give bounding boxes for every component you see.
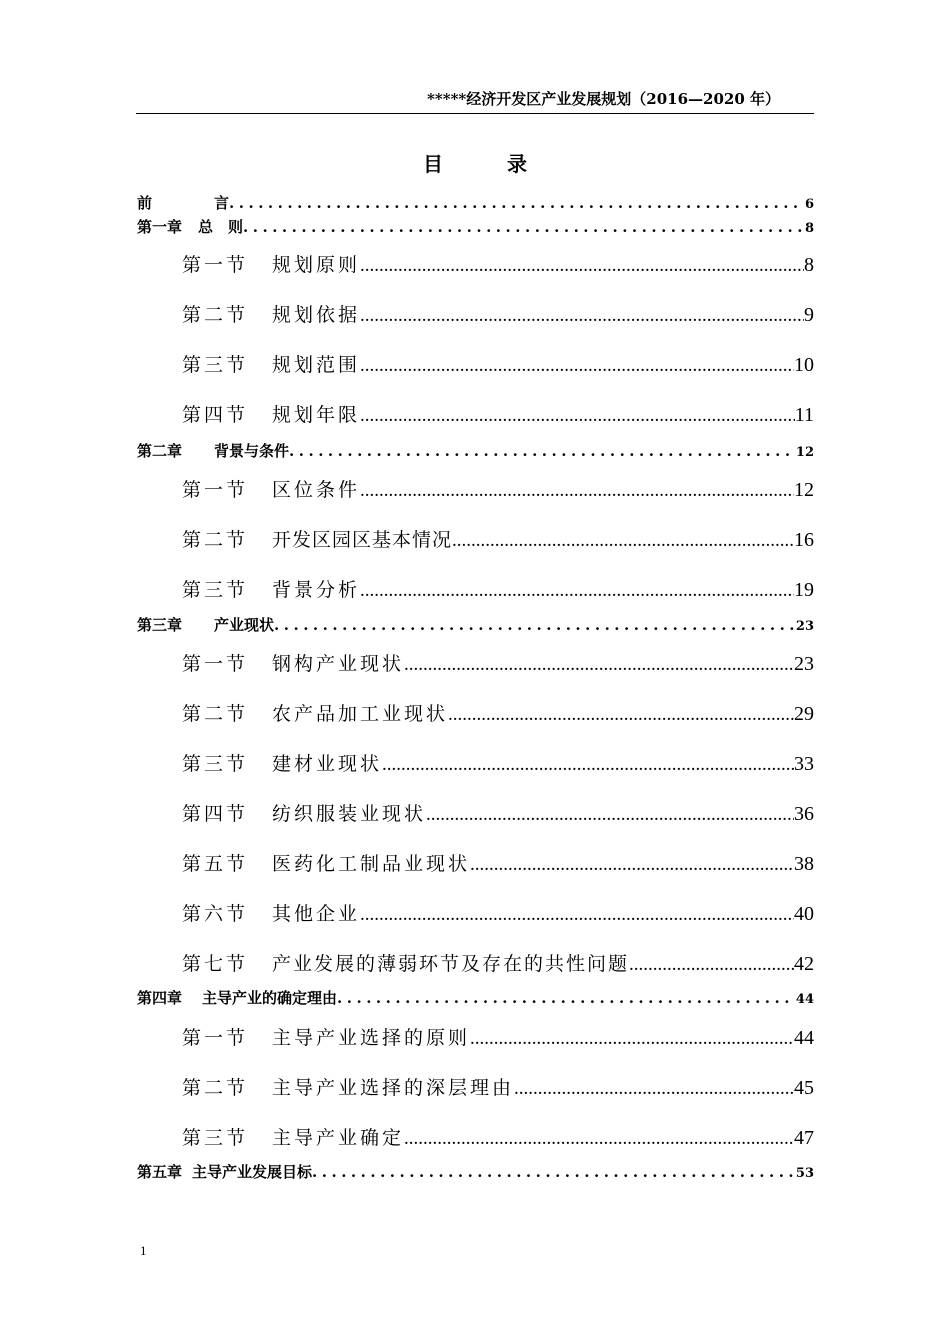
toc-title-text: 言 — [214, 194, 230, 212]
toc-label: 第一节 — [182, 1027, 249, 1049]
header-divider — [136, 113, 814, 114]
toc-entry-section[interactable] — [182, 1123, 814, 1153]
toc-title-text: 总 则 — [198, 218, 244, 236]
toc-title-text: 主导产业发展目标 — [192, 1163, 313, 1181]
toc-entry-chapter[interactable] — [137, 1161, 814, 1183]
toc-page-number: 16 — [794, 529, 814, 551]
dot-leader — [404, 1128, 794, 1150]
toc-title-text: 钢构产业现状 — [272, 653, 405, 675]
toc-page-number: 12 — [794, 479, 814, 501]
toc-label: 第一节 — [182, 254, 249, 276]
toc-label: 第二章 — [137, 442, 183, 460]
toc-label: 第三章 — [137, 616, 183, 634]
toc-entry-section[interactable] — [182, 1073, 814, 1103]
toc-page-number: 23 — [794, 653, 814, 675]
toc-entry-section[interactable] — [182, 300, 814, 330]
toc-label: 前 — [137, 194, 153, 212]
dot-leader — [470, 1028, 794, 1050]
toc-entry-section[interactable] — [182, 899, 814, 929]
toc-page-number: 12 — [795, 445, 814, 460]
dot-leader — [382, 754, 794, 776]
toc-label: 第七节 — [182, 953, 249, 975]
toc-page-number: 9 — [804, 304, 814, 326]
dot-leader — [404, 654, 794, 676]
toc-page-number: 6 — [804, 197, 814, 212]
toc-page-number: 33 — [794, 753, 814, 775]
toc-entry-section[interactable] — [182, 749, 814, 779]
toc-title-text: 农产品加工业现状 — [272, 703, 449, 725]
toc-page-number: 8 — [804, 221, 814, 236]
dot-leader — [514, 1078, 794, 1100]
toc-label: 第六节 — [182, 903, 249, 925]
toc-label: 第三节 — [182, 354, 249, 376]
dot-leader — [360, 255, 804, 277]
toc-title-text: 产业发展的薄弱环节及存在的共性问题 — [272, 953, 630, 975]
toc-page-number: 23 — [795, 619, 814, 634]
toc-title-text: 主导产业的确定理由 — [202, 989, 338, 1007]
toc-entry-section[interactable] — [182, 250, 814, 280]
toc-label: 第四章 — [137, 989, 183, 1007]
toc-page-number: 36 — [794, 803, 814, 825]
toc-entry-chapter[interactable] — [137, 987, 814, 1009]
dot-leader — [360, 904, 794, 926]
toc-entry-section[interactable] — [182, 649, 814, 679]
dot-leader — [448, 704, 794, 726]
toc-title-text: 背景与条件 — [214, 442, 290, 460]
dot-leader — [360, 355, 794, 377]
toc-page-number: 44 — [795, 992, 814, 1007]
toc-title-text: 区位条件 — [272, 479, 361, 501]
running-header: *****经济开发区产业发展规划（2016—2020 年） — [427, 90, 780, 108]
toc-entry-chapter[interactable] — [137, 440, 814, 462]
toc-page-number: 47 — [794, 1127, 814, 1149]
toc-page-number: 11 — [794, 404, 814, 426]
toc-entry-section[interactable] — [182, 799, 814, 829]
dot-leader — [289, 442, 794, 460]
toc-entry-chapter[interactable] — [137, 192, 814, 214]
page-number: 1 — [140, 1243, 147, 1258]
dot-leader — [470, 854, 794, 876]
dot-leader — [426, 804, 794, 826]
toc-label: 第三节 — [182, 579, 249, 601]
toc-label: 第二节 — [182, 1077, 249, 1099]
dot-leader — [452, 530, 794, 552]
toc-entry-section[interactable] — [182, 1023, 814, 1053]
toc-title-text: 主导产业确定 — [272, 1127, 405, 1149]
toc-page-number: 29 — [794, 703, 814, 725]
dot-leader — [312, 1163, 794, 1181]
toc-label: 第三节 — [182, 1127, 249, 1149]
toc-entry-chapter[interactable] — [137, 614, 814, 636]
toc-title: 目录 — [423, 152, 591, 176]
toc-title-text: 规划年限 — [272, 404, 361, 426]
toc-entry-section[interactable] — [182, 475, 814, 505]
dot-leader — [629, 954, 794, 976]
toc-label: 第五章 — [137, 1163, 183, 1181]
dot-leader — [274, 616, 794, 634]
toc-label: 第一章 — [137, 218, 183, 236]
toc-page-number: 53 — [795, 1166, 814, 1181]
toc-title-text: 开发区园区基本情况 — [272, 529, 453, 551]
toc-title-text: 主导产业选择的原则 — [272, 1027, 471, 1049]
toc-title-text: 建材业现状 — [272, 753, 383, 775]
toc-label: 第二节 — [182, 529, 249, 551]
toc-entry-section[interactable] — [182, 699, 814, 729]
toc-page-number: 38 — [794, 853, 814, 875]
toc-title-text: 医药化工制品业现状 — [272, 853, 471, 875]
dot-leader — [360, 305, 804, 327]
dot-leader — [360, 480, 794, 502]
toc-entry-section[interactable] — [182, 949, 814, 979]
toc-page-number: 40 — [794, 903, 814, 925]
toc-label: 第五节 — [182, 853, 249, 875]
toc-page-number: 42 — [794, 953, 814, 975]
toc-title-text: 背景分析 — [272, 579, 361, 601]
toc-label: 第一节 — [182, 653, 249, 675]
toc-entry-section[interactable] — [182, 575, 814, 605]
toc-label: 第二节 — [182, 304, 249, 326]
toc-label: 第一节 — [182, 479, 249, 501]
dot-leader — [360, 580, 794, 602]
toc-entry-section[interactable] — [182, 525, 814, 555]
toc-title-text: 纺织服装业现状 — [272, 803, 427, 825]
dot-leader — [337, 989, 794, 1007]
dot-leader — [360, 405, 795, 427]
toc-title-text: 规划范围 — [272, 354, 361, 376]
toc-page-number: 45 — [794, 1077, 814, 1099]
toc-page-number: 19 — [794, 579, 814, 601]
toc-title-text: 规划依据 — [272, 304, 361, 326]
dot-leader — [229, 194, 803, 212]
toc-label: 第二节 — [182, 703, 249, 725]
dot-leader — [243, 218, 803, 236]
toc-page-number: 44 — [794, 1027, 814, 1049]
toc-entry-section[interactable] — [182, 400, 814, 430]
toc-entry-section[interactable] — [182, 350, 814, 380]
toc-label: 第四节 — [182, 404, 249, 426]
toc-label: 第三节 — [182, 753, 249, 775]
toc-label: 第四节 — [182, 803, 249, 825]
toc-page-number: 8 — [804, 254, 814, 276]
toc-title-text: 主导产业选择的深层理由 — [272, 1077, 515, 1099]
toc-entry-section[interactable] — [182, 849, 814, 879]
toc-entry-chapter[interactable] — [137, 216, 814, 238]
toc-title-text: 规划原则 — [272, 254, 361, 276]
toc-page-number: 10 — [794, 354, 814, 376]
toc-title-text: 其他企业 — [272, 903, 361, 925]
toc-title-text: 产业现状 — [214, 616, 275, 634]
